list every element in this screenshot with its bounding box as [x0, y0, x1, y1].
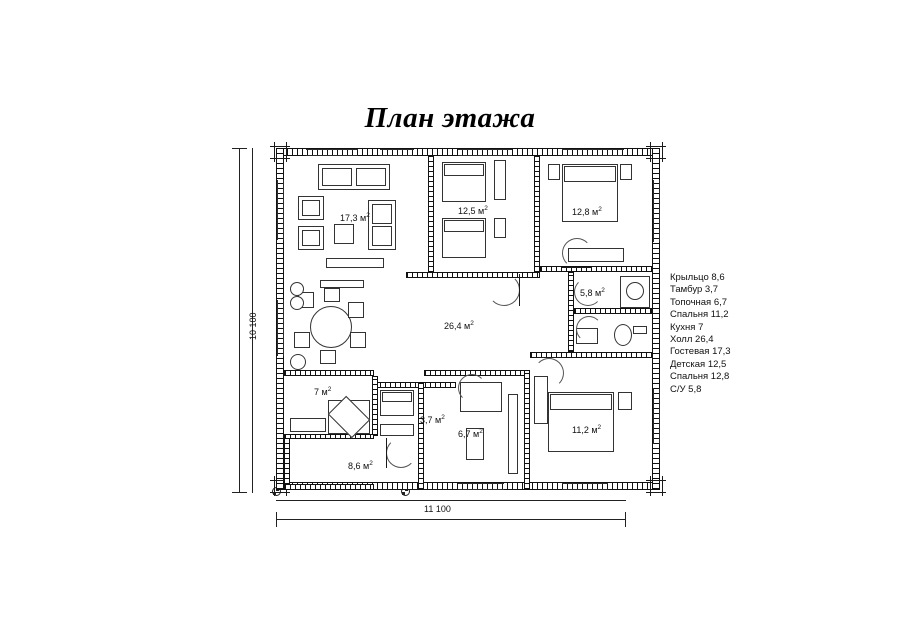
console-hall — [320, 280, 364, 288]
dimension-height-label: 10 100 — [248, 312, 258, 340]
window-s1 — [458, 483, 504, 484]
dimension-width-label: 11 100 — [424, 504, 451, 514]
partition-bath-wc — [574, 308, 652, 314]
door-swing-bedroom-north — [562, 238, 592, 268]
door-swing-children — [488, 274, 520, 306]
coffee-table-living — [334, 224, 354, 244]
nightstand-north-2 — [620, 164, 632, 180]
toilet — [614, 324, 632, 346]
legend-item-1: Тамбур 3,7 — [670, 284, 719, 296]
partition-living-children — [428, 156, 434, 278]
legend-item-4: Кухня 7 — [670, 321, 704, 333]
window-n2 — [380, 149, 414, 150]
door-swing-bedroom-south — [534, 358, 564, 388]
chair-hall-2 — [324, 288, 340, 302]
window-n1 — [306, 149, 358, 150]
plant-hall-1 — [290, 282, 304, 296]
chair-hall-6 — [294, 332, 310, 348]
partition-bedroom-bath — [540, 266, 652, 272]
plan-drawing — [262, 142, 662, 494]
legend-item-2: Топочная 6,7 — [670, 296, 728, 308]
bench-vestibule — [380, 424, 414, 436]
partition-vest-boiler — [418, 382, 424, 490]
kitchen-base-cabinets — [290, 418, 326, 432]
window-s2 — [562, 483, 608, 484]
door-swing-boiler — [458, 374, 486, 402]
partition-children-bedroom — [534, 156, 540, 278]
partition-kitchen-vest — [372, 376, 378, 436]
window-w2 — [277, 300, 278, 356]
legend — [670, 272, 731, 396]
door-leaf-bedroom-south — [534, 357, 564, 358]
legend-item-6: Гостевая 17,3 — [670, 346, 731, 358]
nightstand-north-1 — [548, 164, 560, 180]
porch-step — [284, 484, 374, 490]
tv-unit-living — [326, 258, 384, 268]
room-label-bedroom-north: 12,8 $м^2$ — [572, 206, 602, 217]
room-label-bathroom: 5,8 $м^2$ — [580, 287, 605, 298]
room-label-living: 17,3 $м^2$ — [340, 212, 370, 223]
chair-hall-5 — [320, 350, 336, 364]
partition-hall-south — [284, 370, 374, 376]
window-e1 — [653, 180, 654, 242]
boiler-pipe — [508, 394, 518, 474]
partition-hall-south2 — [374, 382, 456, 388]
room-label-bedroom-south: 11,2 $м^2$ — [572, 424, 602, 435]
window-w1 — [277, 180, 278, 240]
partition-porch-top — [284, 434, 374, 439]
legend-item-7: Детская 12,5 — [670, 358, 727, 370]
plant-hall-2 — [290, 296, 304, 310]
room-label-boiler: 6,7 $м^2$ — [458, 428, 483, 439]
room-label-children: 12,5 $м^2$ — [458, 205, 488, 216]
chair-hall-3 — [348, 302, 364, 318]
door-swing-bath — [574, 278, 602, 306]
window-e2 — [653, 388, 654, 444]
legend-item-3: Спальня 11,2 — [670, 309, 729, 321]
door-swing-vestibule — [386, 438, 416, 468]
room-label-hall: 26,4 $м^2$ — [444, 320, 474, 331]
room-label-porch: 8,6 $м^2$ — [348, 460, 373, 471]
door-leaf-bedroom-north — [562, 267, 592, 268]
legend-item-5: Холл 26,4 — [670, 334, 714, 346]
nightstand-south-1 — [618, 392, 632, 410]
legend-item-0: Крыльцо 8,6 — [670, 272, 725, 283]
page-title: План этажа — [364, 102, 536, 134]
chair-hall-4 — [350, 332, 366, 348]
legend-item-9: С/У 5,8 — [670, 383, 702, 395]
partition-boiler-bedroom — [524, 370, 530, 490]
wardrobe-children — [494, 160, 506, 200]
partition-porch-west — [284, 436, 290, 490]
plant-hall-3 — [290, 354, 306, 370]
door-leaf-vestibule — [386, 438, 387, 468]
legend-item-8: Спальня 12,8 — [670, 371, 730, 383]
door-swing-wc — [576, 316, 602, 342]
window-n3 — [458, 149, 512, 150]
window-n4 — [562, 149, 624, 150]
door-leaf-children — [519, 274, 520, 306]
room-label-vestibule: 3,7 $м^2$ — [420, 414, 445, 425]
nightstand-children — [494, 218, 506, 238]
dining-table-hall — [310, 306, 352, 348]
room-label-kitchen: 7 $м^2$ — [314, 386, 332, 397]
